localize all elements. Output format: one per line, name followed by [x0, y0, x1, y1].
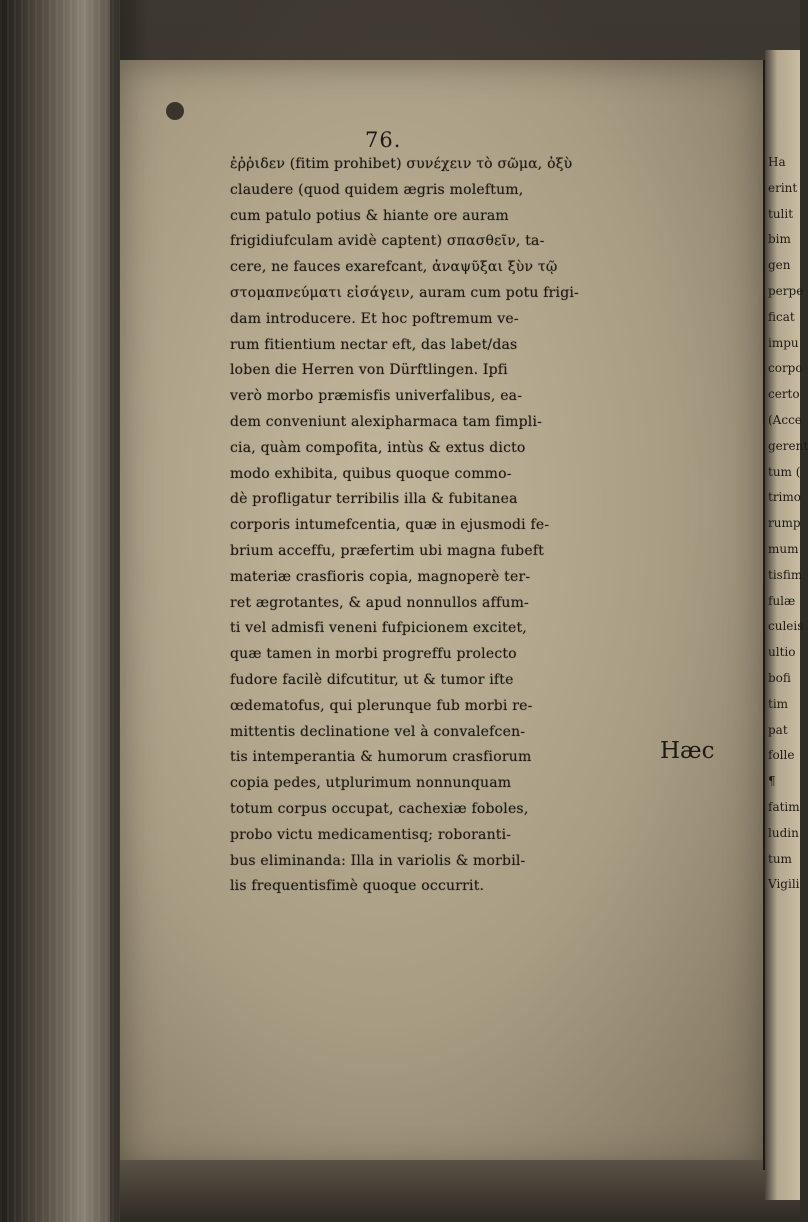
facing-page-fragment: rump: [768, 516, 801, 531]
facing-page-fragment: gerent: [768, 438, 808, 453]
text-line: dem conveniunt alexipharmaca tam fimpli-: [230, 413, 543, 430]
text-line: frigidiufculam avidè captent) σπασθεῖν, ta-: [230, 233, 545, 250]
text-line: στομαπνεύματι εἰσάγειν, auram cum potu frigi-: [230, 284, 579, 301]
text-line: cia, quàm compofita, intùs & extus dicto: [230, 439, 526, 456]
facing-page-fragment: certo: [768, 387, 800, 402]
ink-blot: [166, 102, 184, 120]
catchword: Hæc: [660, 738, 715, 764]
text-line: lis frequentisfimè quoque occurrit.: [230, 878, 485, 895]
facing-page-fragment: bim: [768, 232, 791, 247]
facing-page-fragment: gen: [768, 258, 791, 273]
facing-page-fragment: ficat: [768, 309, 795, 324]
text-line: brium acceffu, præfertim ubi magna fubeft: [230, 542, 545, 559]
facing-page-fragment: trimo: [768, 490, 801, 505]
text-line: mittentis declinatione vel à convalefcen-: [230, 723, 526, 740]
facing-page-fragment: tulit: [768, 206, 794, 221]
facing-page-fragment: folle: [768, 748, 795, 763]
facing-page-fragment: tisfim: [768, 567, 803, 582]
text-line: materiæ crasfioris copia, magnoperè ter-: [230, 568, 531, 585]
text-line: copia pedes, utplurimum nonnunquam: [230, 775, 512, 792]
facing-page-fragments: [768, 150, 808, 898]
text-line: cum patulo potius & hiante ore auram: [230, 207, 509, 224]
text-line: modo exhibita, quibus quoque commo-: [230, 465, 512, 482]
facing-page-fragment: impu: [768, 335, 799, 350]
facing-page-fragment: perpe: [768, 283, 804, 298]
facing-page-fragment: culeis: [768, 619, 804, 634]
facing-page-fragment: fulæ: [768, 593, 796, 608]
facing-page-fragment: (Acce: [768, 412, 802, 427]
facing-page-fragment: mum: [768, 541, 799, 556]
facing-page-fragment: Vigili: [768, 877, 800, 892]
facing-page-fragment: ¶: [768, 774, 776, 789]
text-line: quæ tamen in morbi progreffu prolecto: [230, 646, 517, 663]
facing-page-fragment: bofi: [768, 670, 791, 685]
page-number: 76.: [365, 128, 402, 152]
text-line: ti vel admisfi veneni fufpicionem excitet,: [230, 620, 527, 637]
left-page-edges: [0, 0, 120, 1222]
facing-page-fragment: fatim: [768, 799, 800, 814]
facing-page-fragment: tum (: [768, 464, 801, 479]
text-line: dè profligatur terribilis illa & fubitanea: [230, 491, 518, 508]
facing-page-fragment: erint: [768, 180, 798, 195]
facing-page-fragment: ludin: [768, 825, 799, 840]
text-line: totum corpus occupat, cachexiæ foboles,: [230, 800, 529, 817]
facing-page-fragment: Ha: [768, 155, 786, 169]
body-text: [230, 152, 760, 900]
text-line: loben die Herren von Dürftlingen. Ipfi: [230, 362, 508, 379]
text-line: œdematofus, qui plerunque fub morbi re-: [230, 697, 533, 714]
text-line: tis intemperantia & humorum crasfiorum: [230, 749, 532, 766]
text-line: fudore facilè difcutitur, ut & tumor ifte: [230, 671, 514, 688]
text-line: probo victu medicamentisq; roboranti-: [230, 826, 512, 843]
text-line: corporis intumefcentia, quæ in ejusmodi fe-: [230, 517, 550, 534]
page-bottom-edge: [120, 1160, 800, 1222]
text-line: verò morbo præmisfis univerfalibus, ea-: [230, 388, 523, 405]
text-line: rum fitientium nectar eft, das labet/das: [230, 336, 518, 353]
text-line: bus eliminanda: Illa in variolis & morbil-: [230, 852, 526, 869]
facing-page-fragment: tum: [768, 851, 792, 866]
facing-page-fragment: ultio: [768, 645, 796, 660]
text-line: dam introducere. Et hoc poftremum ve-: [230, 310, 519, 327]
facing-page-fragment: corpo: [768, 361, 803, 376]
text-line: claudere (quod quidem ægris moleftum,: [230, 181, 524, 198]
text-line: ἐῤῥιδεν (fitim prohibet) συνέχειν τὸ σῶμα, ὀξὺ: [230, 156, 573, 172]
text-line: cere, ne fauces exarefcant, ἀναψῦξαι ξὺν τῷ: [230, 259, 558, 276]
text-line: ret ægrotantes, & apud nonnullos affum-: [230, 594, 529, 611]
facing-page-fragment: tim: [768, 696, 789, 711]
facing-page-fragment: pat: [768, 722, 788, 737]
